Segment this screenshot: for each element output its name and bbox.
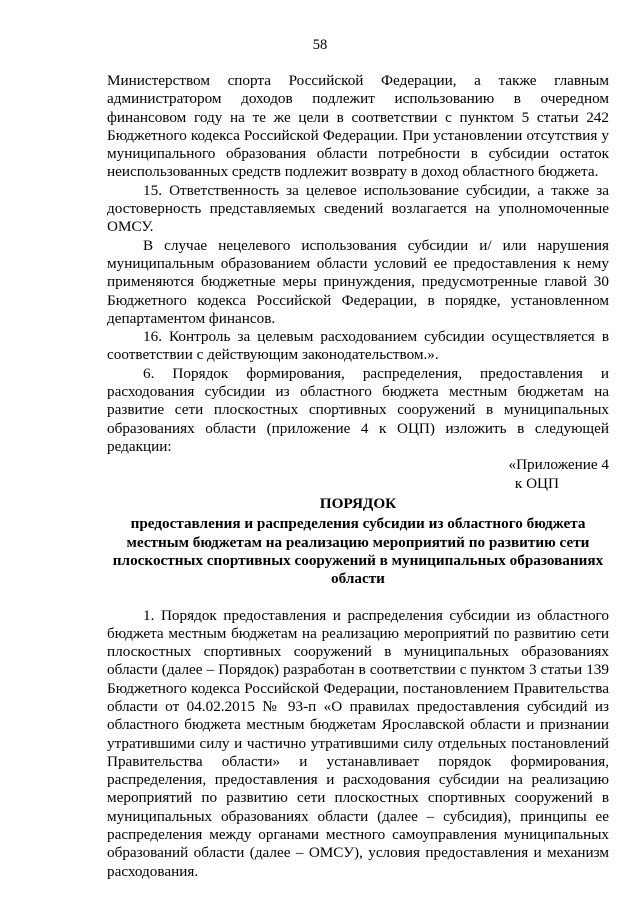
- paragraph: 6. Порядок формирования, распределения, предоставления и расходования субсидии из областного бюджета местным бюджетам на развитие сети плоскостных спортивных сооружений в муниципальных образованиях области (приложение 4 к ОЦП) изложить в следующей редакции:: [107, 364, 609, 455]
- document-title: ПОРЯДОК: [319, 494, 397, 512]
- paragraph: 16. Контроль за целевым расходованием субсидии осуществляется в соответствии с действующим законодательством.».: [107, 328, 609, 364]
- paragraph: 1. Порядок предоставления и распределения субсидии из областного бюджета местным бюджетам на реализацию мероприятий по развитию сети плоскостных спортивных сооружений в муниципальных образованиях области (далее – Порядок) разработан в соответствии с пунктом 3 статьи 139 Бюджетного кодекса Российской Федерации, постановлением Правительства области от 04.02.2015 № 93-п «О правилах предоставления субсидий из областного бюджета местным бюджетам Ярославской области и признании утратившими силу и частично утратившими силу отдельных постановлений Правительства области» и устанавливает порядок формирования, распределения, предоставления и расходования субсидии на реализацию мероприятий по развитию сети плоскостных спортивных сооружений в муниципальных образованиях области (далее – субсидия), принципы ее распределения между органами местного самоуправления муниципальных образований области (далее – ОМСУ), условия предоставления и механизм расходования.: [107, 606, 609, 880]
- document-body: [107, 72, 609, 881]
- page-number: 58: [312, 37, 328, 53]
- paragraph: 15. Ответственность за целевое использование субсидии, а также за достоверность представляемых сведений возлагается на уполномоченные ОМСУ.: [107, 181, 609, 236]
- appendix-label: «Приложение 4: [508, 456, 609, 474]
- appendix-reference: к ОЦП: [514, 474, 559, 492]
- paragraph: Министерством спорта Российской Федерации, а также главным администратором доходов подлежит использованию в очередном финансовом году на те же цели в соответствии с пунктом 5 статьи 242 Бюджетного кодекса Российской Федерации. При установлении отсутствия у муниципального образования области потребности в субсидии остаток неиспользованных средств подлежит возврату в доход областного бюджета.: [107, 72, 609, 181]
- document-subtitle: предоставления и распределения субсидии из областного бюджета местным бюджетам на реализацию мероприятий по развитию сети плоскостных спортивных сооружений в муниципальных образованиях области: [112, 515, 604, 588]
- section-spacer: [107, 589, 609, 607]
- paragraph: В случае нецелевого использования субсидии и/ или нарушения муниципальным образованием области условий ее предоставления к нему применяются бюджетные меры принуждения, предусмотренные главой 30 Бюджетного кодекса Российской Федерации, в порядке, установленном департаментом финансов.: [107, 236, 609, 327]
